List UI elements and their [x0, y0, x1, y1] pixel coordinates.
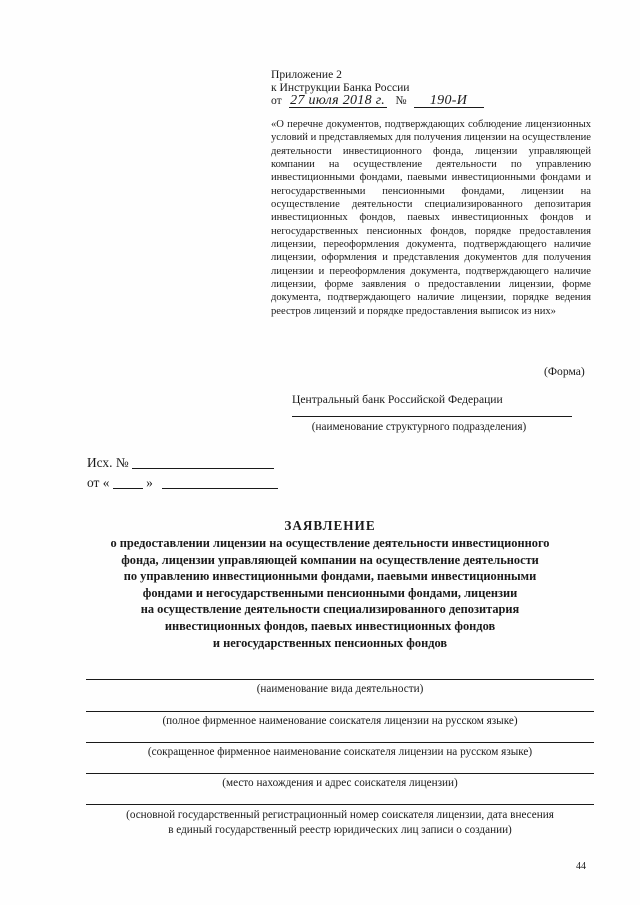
ogrn-line	[86, 804, 594, 805]
outgoing-number	[87, 454, 274, 471]
instruction-label: к Инструкции Банка России	[271, 81, 410, 94]
instruction-date-number	[271, 94, 591, 112]
from-label: от	[271, 94, 282, 107]
number-label: №	[395, 94, 407, 107]
outgoing-month-year-line	[162, 474, 278, 489]
form-label: (Форма)	[544, 365, 585, 378]
short-name-line	[86, 742, 594, 743]
outgoing-date-open: от «	[87, 475, 110, 490]
address-line	[86, 773, 594, 774]
outgoing-date-close: »	[146, 475, 153, 490]
page-number: 44	[576, 861, 586, 872]
address-caption: (место нахождения и адрес соискателя лицензии)	[222, 777, 458, 789]
appendix-label: Приложение 2	[271, 68, 342, 81]
subdivision-caption: (наименование структурного подразделения)	[311, 421, 527, 433]
subtitle-line: фондами и негосударственными пенсионными фондами, лицензии	[142, 585, 518, 600]
instruction-description: «О перечне документов, подтверждающих соблюдение лицензионных условий и представляемых для получения лицензии на осуществление деятельности инвестиционного фонда, лицензии управляющей компании на осуществление деятельности по управлению инвестиционными фондами, паевыми инвестиционными фондами и негосударственными пенсионными фондами, лицензии на осуществление деятельности специализированного депозитария инвестиционных фондов, паевых инвестиционных фондов и негосударственных пенсионных фондов, порядке предоставления лицензии, переоформления документа, подтверждающего наличие лицензии, оформления и представления документов для получения лицензии и переоформления документа, подтверждающего наличие лицензии, форме заявления о предоставлении лицензии, форме документа, подтверждающего наличие лицензии, порядке ведения реестров лицензий и порядке предоставления выписок из них»	[271, 119, 591, 317]
subtitle-line: инвестиционных фондов, паевых инвестиционных фондов	[164, 618, 496, 633]
document-subtitle	[60, 535, 600, 651]
subtitle-line: и негосударственных пенсионных фондов	[212, 635, 448, 650]
full-name-line	[86, 711, 594, 712]
activity-type-line	[86, 679, 594, 680]
instruction-date: 27 июля 2018 г.	[290, 93, 386, 108]
outgoing-date	[87, 474, 278, 491]
ogrn-caption-line: в единый государственный реестр юридических лиц записи о создании)	[168, 824, 512, 836]
subdivision-line	[292, 416, 572, 417]
full-name-caption: (полное фирменное наименование соискателя лицензии на русском языке)	[162, 715, 518, 727]
outgoing-number-label: Исх. №	[87, 455, 129, 470]
instruction-number: 190-И	[414, 94, 484, 108]
activity-type-caption: (наименование вида деятельности)	[256, 683, 424, 695]
subtitle-line: на осуществление деятельности специализированного депозитария	[140, 602, 520, 617]
subtitle-line: о предоставлении лицензии на осуществление деятельности инвестиционного	[110, 536, 550, 550]
outgoing-day-line	[113, 474, 143, 489]
short-name-caption: (сокращенное фирменное наименование соискателя лицензии на русском языке)	[147, 746, 533, 758]
subtitle-line: фонда, лицензии управляющей компании на осуществление деятельности	[121, 552, 539, 567]
subtitle-line: по управлению инвестиционными фондами, паевыми инвестиционными	[123, 569, 537, 584]
document-title: ЗАЯВЛЕНИЕ	[284, 518, 376, 533]
ogrn-caption	[86, 808, 594, 838]
bank-name: Центральный банк Российской Федерации	[292, 393, 503, 406]
outgoing-number-line	[132, 454, 274, 469]
ogrn-caption-line: (основной государственный регистрационный номер соискателя лицензии, дата внесения	[126, 809, 554, 821]
